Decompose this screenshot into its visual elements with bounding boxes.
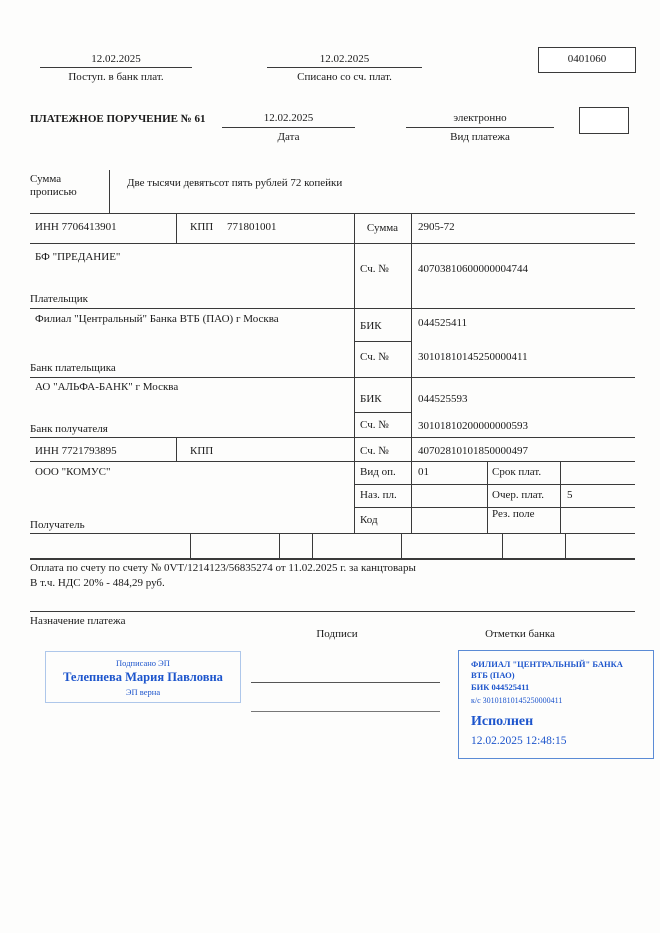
srok-plat-label: Срок плат.: [492, 466, 542, 478]
table-line: [354, 484, 635, 485]
payee-bank-label: Банк получателя: [30, 423, 108, 435]
table-bottom-line: [30, 558, 635, 560]
sum-label: Сумма: [366, 222, 399, 234]
payer-kpp-value: 771801001: [227, 221, 277, 233]
table-line: [487, 461, 488, 533]
document-date: 12.02.2025: [263, 112, 314, 124]
table-line: [401, 533, 402, 559]
amount-words-label: Сумма прописью: [30, 173, 77, 198]
table-line: [30, 437, 635, 438]
bank-stamp-corr-account: к/с 30101810145250000411: [471, 696, 563, 706]
bank-execution-stamp: [458, 650, 654, 759]
amount-words-divider: [109, 170, 110, 213]
table-line: [565, 533, 566, 559]
payer-inn: ИНН 7706413901: [35, 221, 117, 233]
signature-line-1: [251, 682, 440, 683]
vid-op-value: 01: [418, 466, 429, 478]
vid-op-label: Вид оп.: [360, 466, 396, 478]
payer-name: БФ "ПРЕДАНИЕ": [35, 251, 121, 263]
payee-bank-bik-label: БИК: [360, 393, 382, 405]
amount-words-value: Две тысячи девятьсот пять рублей 72 копейки: [127, 177, 343, 189]
payment-type-label: Вид платежа: [450, 131, 510, 143]
signatures-label: Подписи: [316, 628, 358, 640]
date-underline: [222, 127, 355, 128]
debited-date-underline: [267, 67, 422, 68]
bank-stamp-branch-line2: ВТБ (ПАО): [471, 670, 515, 681]
payee-inn: ИНН 7721793895: [35, 445, 117, 457]
table-line: [30, 243, 635, 244]
payer-bank-name: Филиал "Центральный" Банка ВТБ (ПАО) г Москва: [35, 313, 279, 325]
bank-stamp-bik: БИК 044525411: [471, 681, 530, 692]
table-line: [176, 213, 177, 243]
payer-account: 40703810600000004744: [418, 263, 528, 275]
electronic-signature-stamp: [45, 651, 241, 703]
received-in-bank-date: 12.02.2025: [91, 53, 141, 65]
table-line: [502, 533, 503, 559]
ocher-plat-value: 5: [567, 489, 573, 501]
bank-stamp-status: Исполнен: [471, 713, 534, 729]
naz-pl-label: Наз. пл.: [360, 489, 397, 501]
payee-account-label: Сч. №: [360, 445, 389, 457]
payer-bank-account-label: Сч. №: [360, 351, 389, 363]
signed-by-ep-label: Подписано ЭП: [116, 658, 170, 668]
table-line: [354, 412, 411, 413]
form-code-box: [538, 47, 636, 73]
purpose-label: Назначение платежа: [30, 615, 126, 627]
received-date-underline: [40, 67, 192, 68]
bank-stamp-branch-line1: ФИЛИАЛ "ЦЕНТРАЛЬНЫЙ" БАНКА: [471, 659, 623, 669]
table-line: [30, 213, 635, 214]
payer-kpp-label: КПП: [190, 221, 214, 233]
bank-marks-label: Отметки банка: [485, 628, 555, 640]
bank-stamp-datetime: 12.02.2025 12:48:15: [471, 734, 567, 747]
kod-label: Код: [360, 514, 378, 526]
table-line: [354, 213, 355, 533]
purpose-line1: Оплата по счету по счету № 0VT/1214123/56835274 от 11.02.2025 г. за канцтовары: [30, 562, 416, 574]
payee-label: Получатель: [30, 519, 85, 531]
payee-bank-account-label: Сч. №: [360, 419, 389, 431]
payment-type-underline: [406, 127, 554, 128]
payment-type-value: электронно: [453, 112, 507, 124]
payee-bank-bik: 044525593: [418, 393, 468, 405]
payer-bank-bik: 044525411: [418, 317, 468, 329]
table-line: [190, 533, 191, 559]
document-title: ПЛАТЕЖНОЕ ПОРУЧЕНИЕ № 61: [30, 113, 206, 125]
purpose-line2: В т.ч. НДС 20% - 484,29 руб.: [30, 577, 165, 589]
signer-name: Телепнева Мария Павловна: [63, 670, 223, 684]
rez-pole-label: Рез. поле: [492, 508, 535, 520]
payee-name: ООО "КОМУС": [35, 466, 111, 478]
payee-kpp-label: КПП: [190, 445, 214, 457]
date-label: Дата: [277, 131, 300, 143]
table-line: [30, 377, 635, 378]
payee-bank-account: 30101810200000000593: [418, 420, 528, 432]
debited-from-account-date: 12.02.2025: [319, 53, 370, 65]
payee-account: 40702810101850000497: [418, 445, 528, 457]
debited-from-account-label: Списано со сч. плат.: [297, 71, 392, 83]
payee-bank-name: АО "АЛЬФА-БАНК" г Москва: [35, 381, 179, 393]
ep-valid-label: ЭП верна: [125, 687, 161, 697]
sum-value: 2905-72: [418, 221, 455, 233]
payer-bank-label: Банк плательщика: [30, 362, 116, 374]
table-line: [560, 461, 561, 533]
ocher-plat-label: Очер. плат.: [492, 489, 545, 501]
signature-line-2: [251, 711, 440, 712]
table-line: [30, 533, 635, 534]
table-line: [30, 461, 635, 462]
form-code: 0401060: [567, 53, 607, 65]
table-line: [30, 308, 635, 309]
table-line: [354, 341, 411, 342]
table-line: [176, 437, 177, 461]
payer-account-label: Сч. №: [360, 263, 389, 275]
purpose-underline: [30, 611, 635, 612]
status-code-box: [579, 107, 629, 134]
payer-label: Плательщик: [30, 293, 88, 305]
table-line: [411, 213, 412, 533]
received-in-bank-label: Поступ. в банк плат.: [68, 71, 164, 83]
table-line: [279, 533, 280, 559]
payer-bank-bik-label: БИК: [360, 320, 382, 332]
payer-bank-account: 30101810145250000411: [418, 351, 528, 363]
table-line: [312, 533, 313, 559]
